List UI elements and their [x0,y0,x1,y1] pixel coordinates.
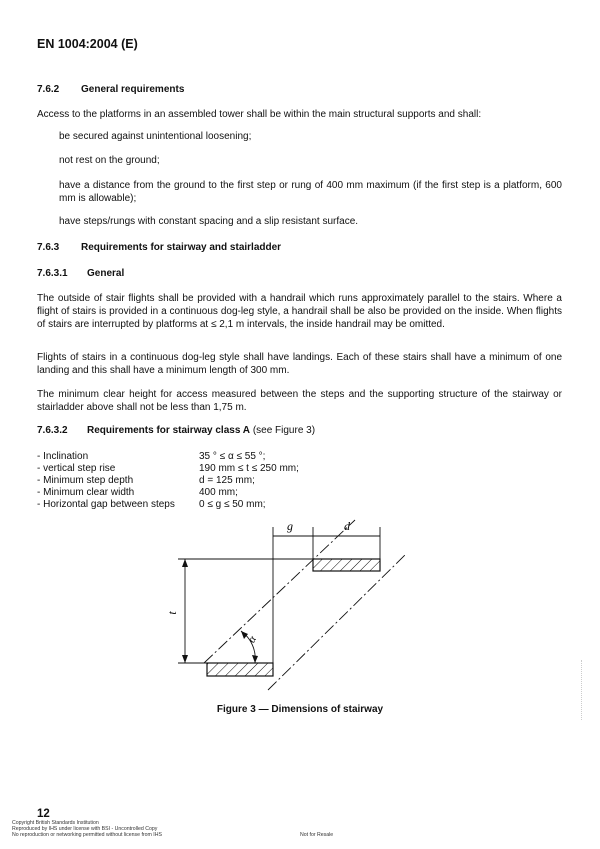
label-t: t [165,611,179,615]
spec-row [37,463,299,475]
spec-label: - Minimum step depth [37,475,134,486]
label-d: d [344,519,350,533]
footer-copyright [12,820,162,839]
section-number: 7.6.3.1 [37,268,68,279]
list-item: have steps/rungs with constant spacing and a slip resistant surface. [59,216,359,227]
no-reproduction-line: No reproduction or networking permitted without license from IHS [12,832,162,839]
spec-value: 190 mm ≤ t ≤ 250 mm; [199,463,299,474]
spec-row [37,487,238,499]
not-for-resale: Not for Resale [300,832,334,838]
section-title: Requirements for stairway and stairladder [81,242,282,253]
spec-label: - Inclination [37,451,89,462]
spec-label: - Horizontal gap between steps [37,499,175,510]
label-g: g [287,519,293,533]
section-number: 7.6.3 [37,242,60,253]
section-7-6-3-1-heading [37,268,124,279]
section-title: General [87,268,125,279]
spec-row [37,475,255,487]
page-number: 12 [37,808,50,820]
dimension-t [178,559,313,663]
section-7-6-2-heading [37,84,184,95]
section-title: General requirements [81,84,185,95]
paragraph: Access to the platforms in an assembled tower shall be within the main structural supports and shall: [37,109,482,120]
upper-step [313,559,380,571]
list-item: have a distance from the ground to the first step or rung of 400 mm maximum (if the first step is a platform, 600 mm is allowable); [59,180,562,205]
section-number: 7.6.2 [37,84,60,95]
figure-reference: (see Figure 3) [252,425,316,436]
spec-value: 400 mm; [199,487,238,498]
spec-value: 0 ≤ g ≤ 50 mm; [199,499,266,510]
paragraph: The outside of stair flights shall be provided with a handrail which runs approximately parallel to the stairs. Where a flight of stairs is provided in a continuous dog-leg style, a handrail shall be also be provided on the inside. When flights of stairs are interrupted by platforms at ≤ 2,1 m intervals, the inside handrail may be omitted. [37,293,562,331]
list-item: be secured against unintentional loosening; [59,131,252,142]
spec-value: 35 ° ≤ α ≤ 55 °; [199,451,266,462]
reproduced-line: Reproduced by IHS under license with BSI - Uncontrolled Copy [12,826,158,833]
label-alpha: α [245,633,260,646]
stairway-dimensions-figure [0,510,600,700]
document-id: EN 1004:2004 (E) [37,37,138,51]
figure-caption: Figure 3 — Dimensions of stairway [216,704,384,715]
spec-label: - Minimum clear width [37,487,135,498]
copyright-line: Copyright British Standards Institution [12,820,99,826]
section-7-6-3-heading [37,242,281,253]
paragraph: Flights of stairs in a continuous dog-leg style shall have landings. Each of these stairs shall have a minimum of one landing and this shall have a minimum length of 300 mm. [37,352,562,377]
list-item: not rest on the ground; [59,155,160,166]
paragraph: The minimum clear height for access measured between the steps and the supporting structure of the stairway or stairladder above shall not be less than 1,75 m. [37,389,562,414]
spec-row [37,451,266,463]
lower-step [207,663,273,676]
section-number: 7.6.3.2 [37,425,68,436]
section-title: Requirements for stairway class A [87,425,251,436]
spec-label: - vertical step rise [37,463,116,474]
spec-value: d = 125 mm; [199,475,255,486]
section-7-6-3-2-heading [37,425,315,436]
margin-mark [581,660,586,720]
